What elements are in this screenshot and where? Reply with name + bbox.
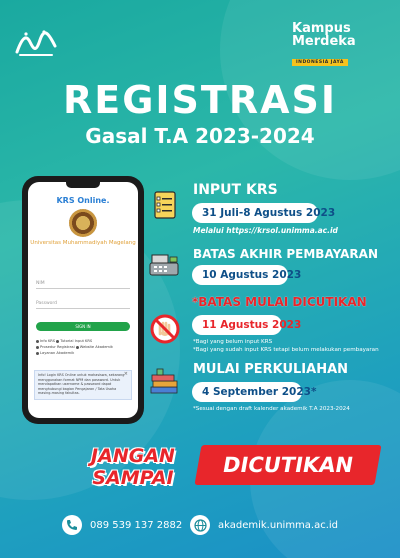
batas-cuti-heading: *BATAS MULAI DICUTIKAN xyxy=(192,295,367,309)
phone-notch xyxy=(66,182,100,188)
phone-screen xyxy=(28,182,138,418)
kampus-merdeka-logo xyxy=(292,22,372,67)
info-note-text: Info! Login KRS Online untuk mahasiswa, sekarang menggunakan format NPM dan password. Untuk mendapatkan username & password dapat menghubungi bagian Pengajaran / Tata Usaha masing-masing fakultas. xyxy=(38,373,125,396)
help-links xyxy=(36,338,134,356)
input-krs-link: Melalui https://krsol.unimma.ac.id xyxy=(193,226,338,235)
batas-bayar-heading: BATAS AKHIR PEMBAYARAN xyxy=(193,247,378,261)
page-subtitle: Gasal T.A 2023-2024 xyxy=(85,124,315,148)
logo-text: Merdeka xyxy=(292,34,356,49)
input-krs-heading: INPUT KRS xyxy=(193,182,278,198)
perkuliahan-date: 4 September 2023* xyxy=(192,382,302,402)
website-url[interactable]: akademik.unimma.ac.id xyxy=(218,519,339,531)
dicutikan-banner: DICUTIKAN xyxy=(194,445,381,485)
phone-mockup xyxy=(22,176,144,424)
input-krs-date: 31 Juli-8 Agustus 2023 xyxy=(192,203,318,223)
page-title: REGISTRASI xyxy=(62,78,337,122)
calligraphy-logo xyxy=(14,28,58,58)
close-icon: × xyxy=(123,371,128,377)
app-title: KRS Online. xyxy=(56,196,110,205)
signin-button: SIGN IN xyxy=(36,322,130,331)
password-field: Password xyxy=(36,298,130,309)
phone-number: 089 539 137 2882 xyxy=(90,519,183,531)
banner-word: SAMPAI xyxy=(92,467,174,489)
nim-field: NIM xyxy=(36,278,130,289)
batas-cuti-note: *Bagi yang belum input KRS xyxy=(193,339,273,345)
banner-word: JANGAN xyxy=(91,445,175,467)
cash-register-icon xyxy=(148,251,178,281)
phone-contact xyxy=(62,515,182,535)
logo-text: Kampus xyxy=(292,21,351,36)
perkuliahan-note: *Sesuai dengan draft kalender akademik T.A 2023-2024 xyxy=(193,406,350,412)
stop-hand-icon xyxy=(150,314,180,344)
checklist-icon xyxy=(150,190,180,220)
link-item: Prosedur Registrasi xyxy=(36,345,75,349)
batas-cuti-note: *Bagi yang sudah input KRS tetapi belum melakukan pembayaran xyxy=(193,347,379,353)
info-note xyxy=(34,370,132,400)
university-seal-icon xyxy=(69,209,97,237)
link-item: Tutorial Input KRS xyxy=(56,339,92,343)
jangan-sampai-text xyxy=(78,445,188,489)
globe-icon xyxy=(190,515,210,535)
logo-tagline: INDONESIA JAYA xyxy=(292,59,348,66)
batas-cuti-date: 11 Agustus 2023 xyxy=(192,315,282,335)
link-item: Website Akademik xyxy=(76,345,113,349)
link-item: Info KRS xyxy=(36,339,55,343)
link-item: Layanan Akademik xyxy=(36,351,74,355)
batas-bayar-date: 10 Agustus 2023 xyxy=(192,265,288,285)
phone-icon xyxy=(62,515,82,535)
website-contact xyxy=(190,515,338,535)
books-icon xyxy=(148,367,178,397)
perkuliahan-heading: MULAI PERKULIAHAN xyxy=(193,362,349,377)
university-name: Universitas Muhammadiyah Magelang xyxy=(30,240,136,246)
